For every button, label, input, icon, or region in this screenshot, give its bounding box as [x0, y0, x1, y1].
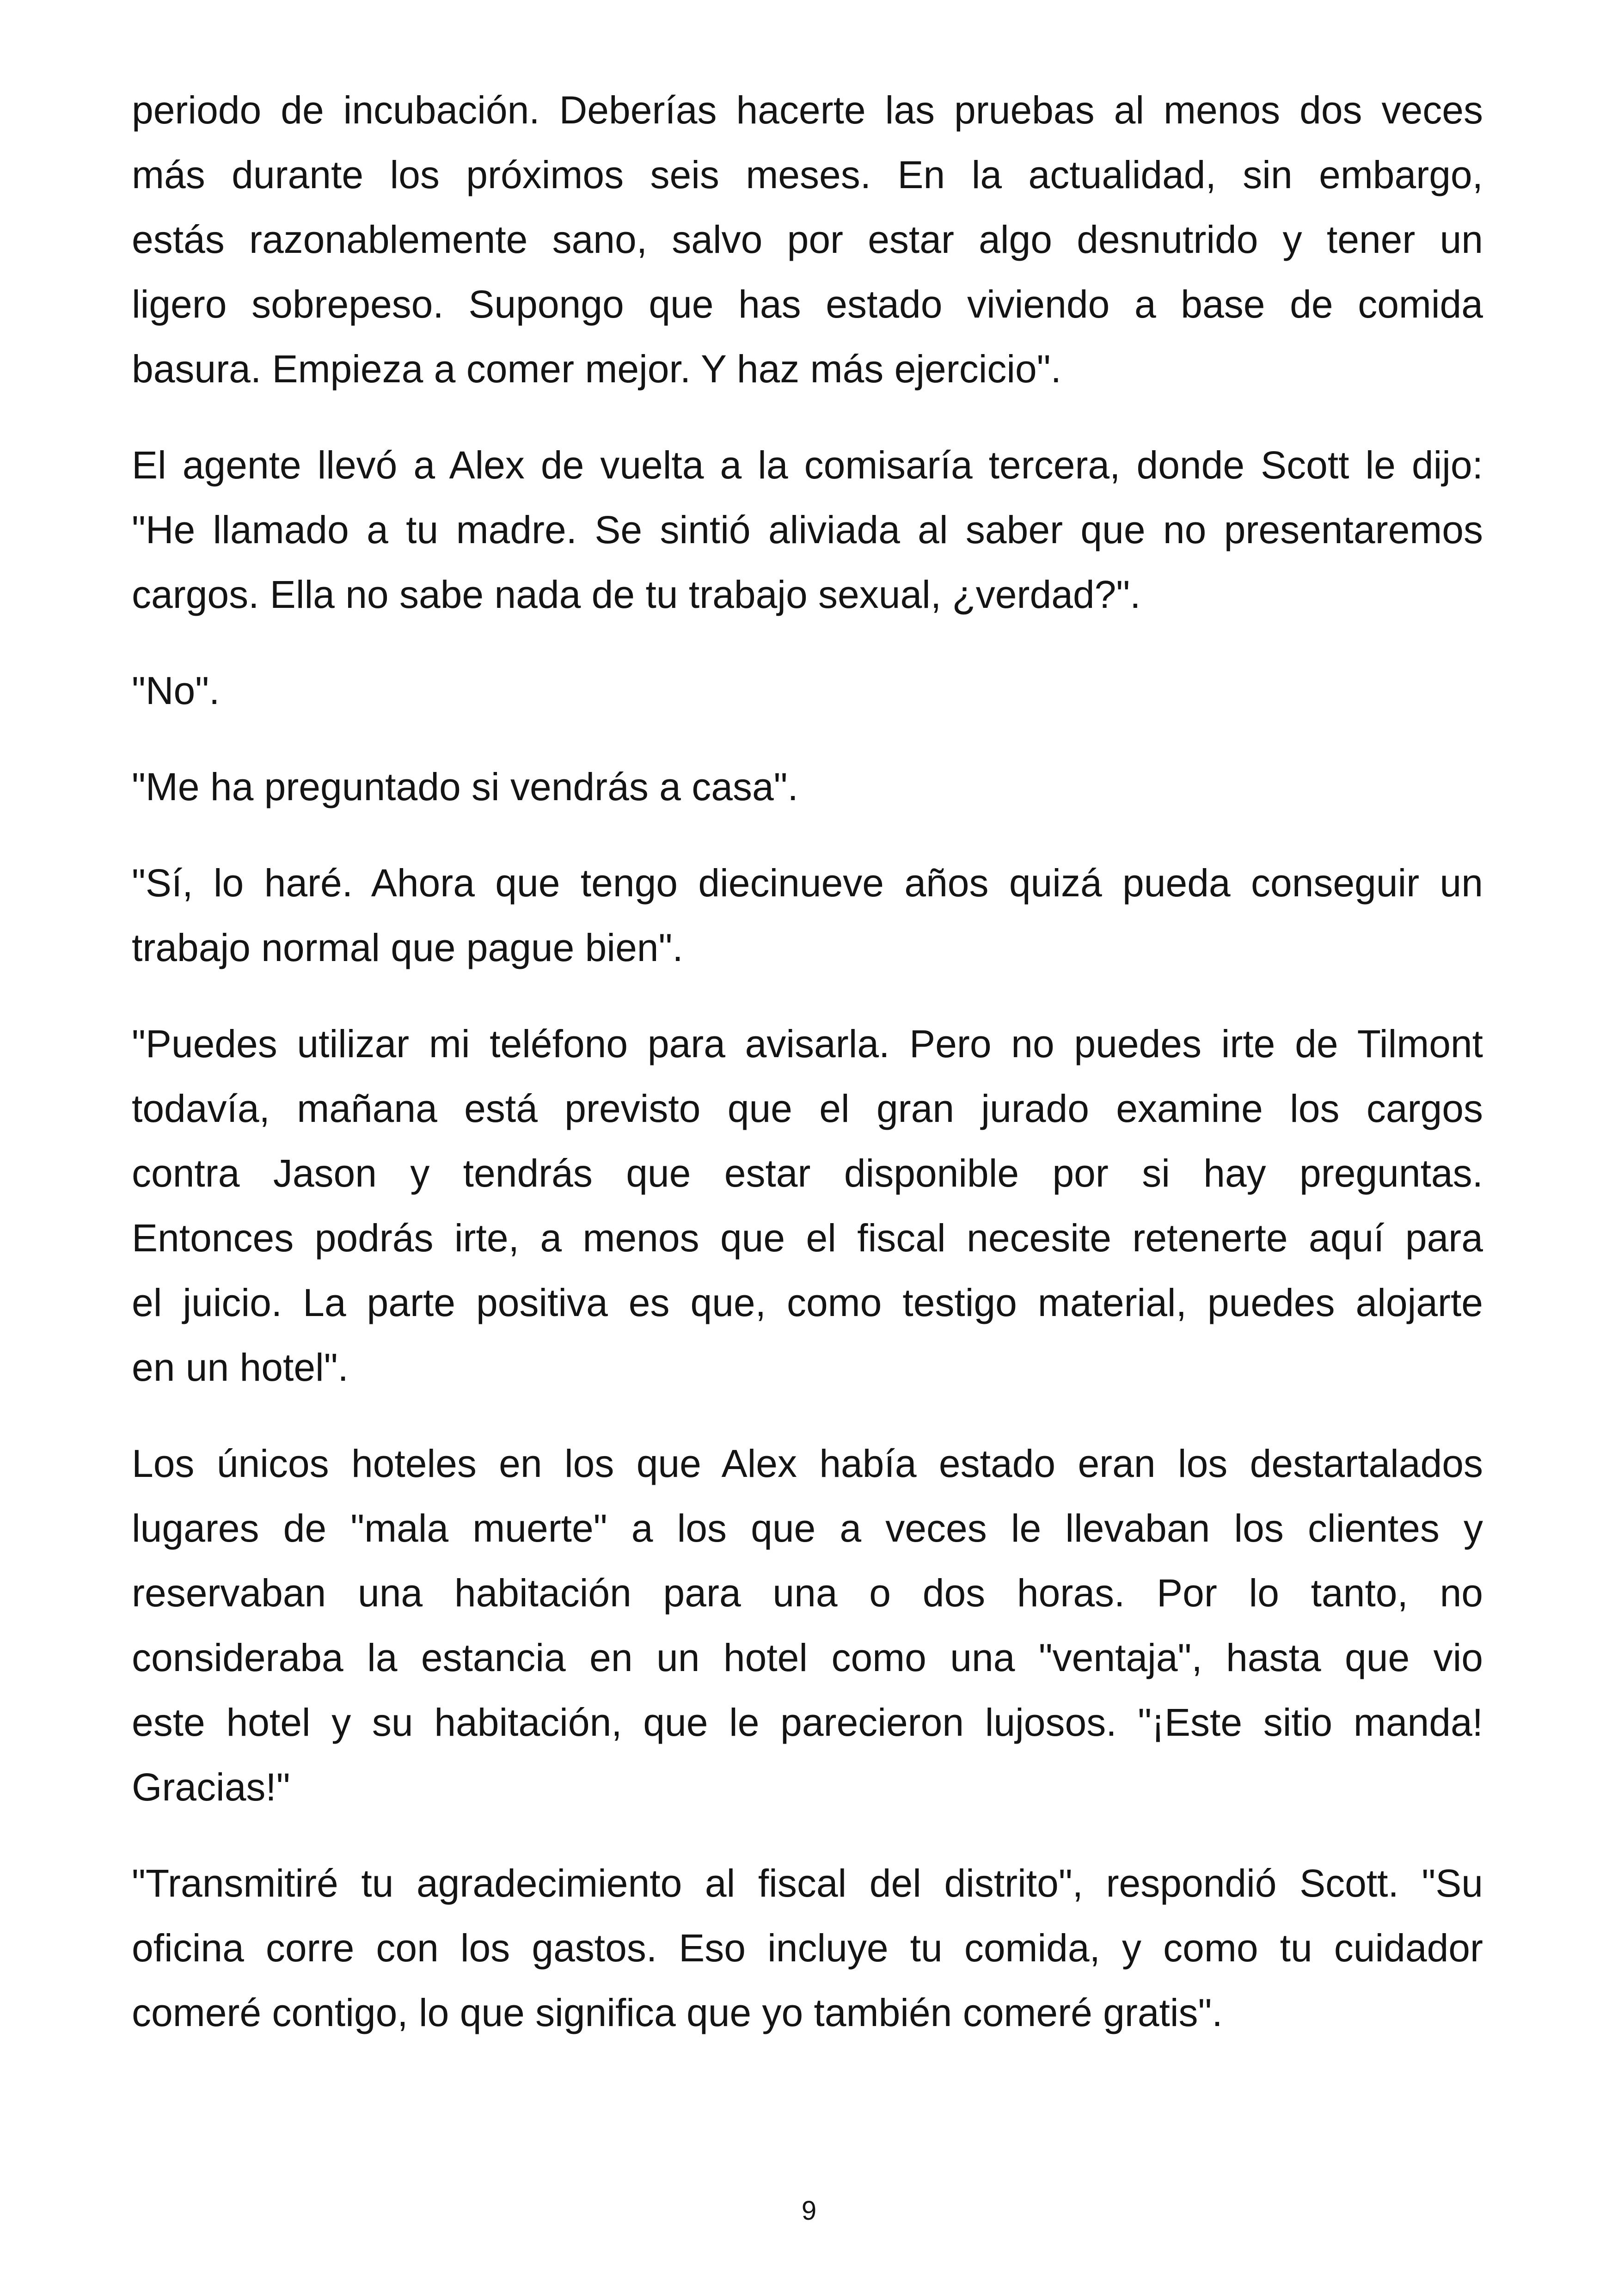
text-line: comeré contigo, lo que significa que yo también comeré gratis". [132, 1991, 1223, 2034]
text-line: periodo de incubación. Deberías hacerte las pruebas al menos dos veces [132, 88, 1483, 132]
paragraph [132, 1431, 1483, 1819]
text-line: ligero sobrepeso. Supongo que has estado viviendo a base de comida [132, 282, 1483, 326]
paragraph [132, 78, 1483, 401]
text-line: más durante los próximos seis meses. En la actualidad, sin embargo, [132, 153, 1483, 196]
text-line: Los únicos hoteles en los que Alex había estado eran los destartalados [132, 1442, 1483, 1485]
text-line: "Transmitiré tu agradecimiento al fiscal del distrito", respondió Scott. "Su [132, 1861, 1483, 1905]
paragraph [132, 754, 1483, 819]
text-line: contra Jason y tendrás que estar disponible por si hay preguntas. [132, 1151, 1483, 1195]
text-line: Gracias!" [132, 1765, 290, 1809]
paragraph [132, 1851, 1483, 2045]
text-line: "Puedes utilizar mi teléfono para avisarla. Pero no puedes irte de Tilmont [132, 1022, 1483, 1065]
text-line: consideraba la estancia en un hotel como una "ventaja", hasta que vio [132, 1636, 1483, 1679]
text-line: el juicio. La parte positiva es que, como testigo material, puedes alojarte [132, 1281, 1483, 1324]
paragraph [132, 851, 1483, 980]
paragraph [132, 433, 1483, 627]
text-line: lugares de "mala muerte" a los que a veces le llevaban los clientes y [132, 1506, 1483, 1550]
paragraph [132, 1011, 1483, 1400]
page-number: 9 [801, 2196, 817, 2226]
text-line: todavía, mañana está previsto que el gran jurado examine los cargos [132, 1087, 1483, 1130]
text-line: "Me ha preguntado si vendrás a casa". [132, 765, 798, 808]
text-line: estás razonablemente sano, salvo por estar algo desnutrido y tener un [132, 218, 1483, 261]
text-line: en un hotel". [132, 1346, 349, 1389]
text-line: "Sí, lo haré. Ahora que tengo diecinueve años quizá pueda conseguir un [132, 861, 1483, 905]
text-line: basura. Empieza a comer mejor. Y haz más ejercicio". [132, 347, 1061, 391]
text-line: El agente llevó a Alex de vuelta a la comisaría tercera, donde Scott le dijo: [132, 443, 1483, 487]
text-line: reservaban una habitación para una o dos horas. Por lo tanto, no [132, 1571, 1483, 1615]
page-body [132, 78, 1483, 2045]
text-line: trabajo normal que pague bien". [132, 926, 683, 969]
text-line: este hotel y su habitación, que le parecieron lujosos. "¡Este sitio manda! [132, 1701, 1483, 1744]
text-line: "No". [132, 669, 220, 712]
text-line: Entonces podrás irte, a menos que el fiscal necesite retenerte aquí para [132, 1216, 1483, 1260]
paragraph [132, 658, 1483, 723]
text-line: "He llamado a tu madre. Se sintió aliviada al saber que no presentaremos [132, 508, 1483, 551]
text-line: oficina corre con los gastos. Eso incluye tu comida, y como tu cuidador [132, 1926, 1483, 1970]
text-line: cargos. Ella no sabe nada de tu trabajo sexual, ¿verdad?". [132, 573, 1141, 616]
